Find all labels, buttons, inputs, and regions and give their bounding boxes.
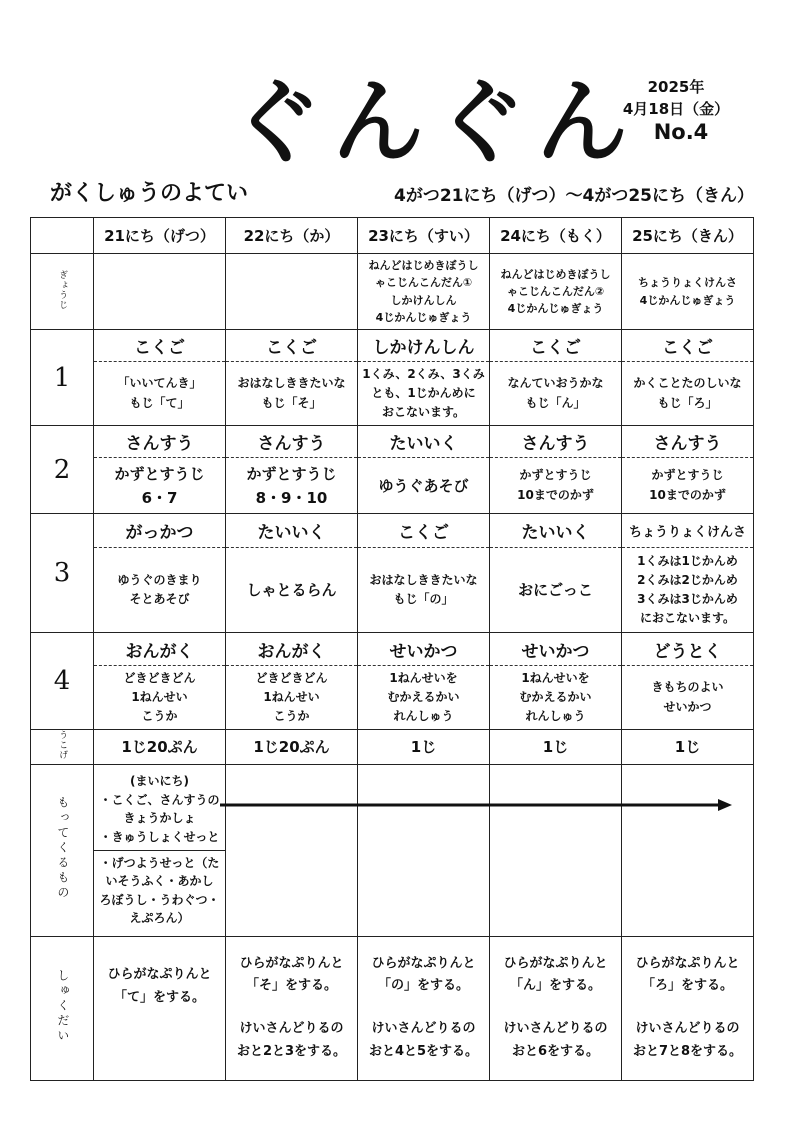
event-line: 4じかんじゅぎょう <box>639 293 736 307</box>
event-line: ねんどはじめきぼうし <box>368 259 479 273</box>
homework-cell <box>226 936 358 1080</box>
dismissal-row-label <box>31 730 94 765</box>
homework-cell <box>622 936 754 1080</box>
subject-cell: さんすう <box>490 426 622 458</box>
issue-year: 2025年 <box>647 78 705 96</box>
lesson-detail-line: ゆうぐのきまり <box>117 572 202 587</box>
row-label-text: もってくるもの <box>55 795 70 901</box>
homework-row-label <box>31 936 94 1080</box>
homework-line: 「ん」をする。 <box>509 978 601 994</box>
date-range: 4がつ21にち（げつ）～4がつ25にち（きん） <box>394 186 754 206</box>
dismissal-time: 1じ20ぷん <box>94 730 226 765</box>
lesson-detail-line: 8・9・10 <box>255 488 328 507</box>
lesson-detail-line: れんしゅう <box>525 709 586 724</box>
issue-date: 4月18日（金） <box>622 100 730 118</box>
homework-line: ひらがなぷりんと <box>239 955 344 971</box>
lesson-detail-line: 2くみは2じかんめ <box>637 572 738 587</box>
lesson-detail <box>622 548 754 633</box>
lesson-detail-line: 1くみは1じかんめ <box>637 553 738 568</box>
homework-line: おと7と8をする。 <box>632 1043 743 1059</box>
subject-cell: たいいく <box>226 514 358 548</box>
subject-cell: せいかつ <box>358 633 490 666</box>
belongings-line: (まいにち) <box>130 774 189 789</box>
belongings-line: きょうかしょ <box>123 811 196 826</box>
lesson-detail-line: せいかつ <box>663 699 712 714</box>
event-line: ゃこじんこんだん② <box>506 284 605 298</box>
belongings-line: えぷろん） <box>129 911 190 926</box>
subject-cell: こくご <box>622 330 754 362</box>
lesson-detail-line: おはなしききたいな <box>237 376 346 391</box>
lesson-detail-line: 1ねんせい <box>263 689 320 704</box>
subject-cell: こくご <box>226 330 358 362</box>
subject-cell: しかけんしん <box>358 330 490 362</box>
day-header: 25にち（きん） <box>622 218 754 254</box>
lesson-detail <box>490 666 622 730</box>
homework-line: 「の」をする。 <box>377 978 469 994</box>
homework-line: ひらがなぷりんと <box>107 967 212 983</box>
lesson-detail-line: こうか <box>141 709 178 724</box>
lesson-detail-line: きもちのよい <box>651 680 724 695</box>
homework-line: ひらがなぷりんと <box>371 955 476 971</box>
belongings-empty-cell <box>622 764 754 936</box>
dismissal-time: 1じ <box>358 730 490 765</box>
belongings-cell <box>94 764 226 936</box>
lesson-detail-line: ゆうぐあそび <box>378 476 469 495</box>
homework-line: けいさんどりるの <box>239 1021 344 1037</box>
subject-cell: さんすう <box>622 426 754 458</box>
lesson-detail-line: もじ「の」 <box>393 592 454 606</box>
subject-cell: こくご <box>94 330 226 362</box>
dismissal-time: 1じ <box>490 730 622 765</box>
homework-line: けいさんどりるの <box>503 1021 608 1037</box>
lesson-detail-line: かくことたのしいな <box>633 376 742 391</box>
lesson-detail-line: れんしゅう <box>393 709 454 724</box>
lesson-detail-line: しゃとるらん <box>246 581 337 599</box>
lesson-detail-line: もじ「そ」 <box>261 395 322 410</box>
lesson-detail-line: どきどきどん <box>255 670 328 685</box>
day-header: 21にち（げつ） <box>94 218 226 254</box>
lesson-detail-line: かずとすうじ <box>651 468 724 483</box>
subject-cell: たいいく <box>490 514 622 548</box>
lesson-detail-line: おこないます。 <box>381 405 466 420</box>
lesson-detail <box>94 458 226 514</box>
belongings-row-label <box>31 764 94 936</box>
subject-cell: たいいく <box>358 426 490 458</box>
homework-cell <box>490 936 622 1080</box>
lesson-detail-line: かずとすうじ <box>519 468 592 483</box>
subject-cell: こくご <box>358 514 490 548</box>
subject-cell: おんがく <box>226 633 358 666</box>
lesson-detail-line: 「いいてんき」 <box>117 376 202 391</box>
event-line: ちょうりょくけんさ <box>638 276 737 290</box>
lesson-detail <box>94 362 226 426</box>
lesson-detail <box>622 362 754 426</box>
subject-cell: さんすう <box>226 426 358 458</box>
subject-cell: おんがく <box>94 633 226 666</box>
homework-gap <box>226 998 357 1018</box>
homework-line: 「そ」をする。 <box>245 978 337 994</box>
homework-line: けいさんどりるの <box>635 1021 740 1037</box>
lesson-detail <box>94 548 226 633</box>
lesson-detail-line: むかえるかい <box>519 689 592 704</box>
dismissal-time: 1じ20ぷん <box>226 730 358 765</box>
lesson-detail-line: 10までのかず <box>649 487 726 502</box>
event-cell <box>226 254 358 330</box>
lesson-detail <box>94 666 226 730</box>
belongings-divider <box>94 850 226 851</box>
lesson-detail-line: おにごっこ <box>518 581 593 599</box>
lesson-detail <box>622 666 754 730</box>
lesson-detail <box>358 458 490 514</box>
lesson-detail-line: もじ「ろ」 <box>657 395 718 410</box>
belongings-line: ろぼうし・うわぐつ・ <box>99 892 220 907</box>
lesson-detail <box>226 362 358 426</box>
belongings-line: ・げつようせっと（た <box>99 855 220 870</box>
lesson-detail <box>490 362 622 426</box>
period-number: 1 <box>31 330 94 426</box>
period-number: 4 <box>31 633 94 730</box>
lesson-detail-line: 6・7 <box>141 488 178 507</box>
dismissal-time: 1じ <box>622 730 754 765</box>
lesson-detail <box>358 548 490 633</box>
belongings-line: いそうふく・あかし <box>105 874 214 889</box>
belongings-line: ・きゅうしょくせっと <box>99 830 220 845</box>
lesson-detail-line: かずとすうじ <box>246 464 337 483</box>
day-header: 24にち（もく） <box>490 218 622 254</box>
belongings-empty-cell <box>226 764 358 936</box>
subject-cell: こくご <box>490 330 622 362</box>
homework-line: 「て」をする。 <box>113 989 205 1005</box>
homework-cell <box>94 936 226 1080</box>
homework-line: ひらがなぷりんと <box>503 955 608 971</box>
period-number: 2 <box>31 426 94 514</box>
events-row-label <box>31 254 94 330</box>
lesson-detail <box>622 458 754 514</box>
event-line: ゃこじんこんだん① <box>374 276 473 290</box>
event-line: ねんどはじめきぼうし <box>500 267 611 281</box>
subject-cell: ちょうりょくけんさ <box>622 514 754 548</box>
homework-gap <box>622 998 753 1018</box>
lesson-detail-line: おはなしききたいな <box>369 572 478 587</box>
lesson-detail <box>358 666 490 730</box>
event-cell <box>358 254 490 330</box>
lesson-detail-line: 10までのかず <box>517 487 594 502</box>
lesson-detail-line: なんていおうかな <box>507 376 604 391</box>
homework-line: おと6をする。 <box>511 1043 600 1059</box>
lesson-detail <box>490 458 622 514</box>
row-label-text: うこげ <box>57 730 68 760</box>
homework-cell <box>358 936 490 1080</box>
event-cell <box>490 254 622 330</box>
homework-line: おと4と5をする。 <box>368 1043 479 1059</box>
newsletter-title: ぐんぐん <box>230 69 639 176</box>
lesson-detail <box>358 362 490 426</box>
belongings-line: ・こくご、さんすうの <box>99 792 220 807</box>
continues-arrow-icon <box>220 797 732 813</box>
event-line: 4じかんじゅぎょう <box>375 310 472 324</box>
event-line: しかけんしん <box>390 293 457 307</box>
homework-gap <box>490 998 621 1018</box>
homework-line: ひらがなぷりんと <box>635 955 740 971</box>
lesson-detail-line: かずとすうじ <box>114 464 205 483</box>
lesson-detail-line: そとあそび <box>129 592 190 606</box>
lesson-detail-line: もじ「ん」 <box>525 395 586 410</box>
day-header: 23にち（すい） <box>358 218 490 254</box>
subject-cell: さんすう <box>94 426 226 458</box>
lesson-detail-line: 3くみは3じかんめ <box>637 592 738 606</box>
corner-cell <box>31 218 94 254</box>
belongings-empty-cell <box>490 764 622 936</box>
subject-cell: せいかつ <box>490 633 622 666</box>
section-title: がくしゅうのよてい <box>50 181 249 206</box>
homework-line: おと2と3をする。 <box>236 1043 347 1059</box>
homework-gap <box>94 1010 225 1030</box>
weekly-schedule-table <box>30 217 754 1081</box>
period-number: 3 <box>31 514 94 633</box>
day-header: 22にち（か） <box>226 218 358 254</box>
subject-cell: がっかつ <box>94 514 226 548</box>
homework-line: けいさんどりるの <box>371 1021 476 1037</box>
lesson-detail-line: こうか <box>273 709 310 724</box>
row-label-text: しゅくだい <box>55 968 70 1044</box>
lesson-detail-line: 1ねんせい <box>131 689 188 704</box>
lesson-detail-line: 1ねんせいを <box>389 670 458 685</box>
event-cell <box>94 254 226 330</box>
lesson-detail <box>226 458 358 514</box>
issue-number: No.4 <box>653 120 709 144</box>
homework-gap <box>358 998 489 1018</box>
homework-line: 「ろ」をする。 <box>641 978 733 994</box>
event-line: 4じかんじゅぎょう <box>507 302 604 316</box>
lesson-detail-line: 1くみ、2くみ、3くみ <box>362 366 485 381</box>
lesson-detail-line: 1ねんせいを <box>521 670 590 685</box>
belongings-empty-cell <box>358 764 490 936</box>
subject-cell: どうとく <box>622 633 754 666</box>
lesson-detail-line: どきどきどん <box>123 670 196 685</box>
lesson-detail-line: もじ「て」 <box>129 395 190 410</box>
lesson-detail-line: むかえるかい <box>387 689 460 704</box>
lesson-detail <box>226 548 358 633</box>
lesson-detail-line: とも、1じかんめに <box>371 385 476 400</box>
event-cell <box>622 254 754 330</box>
row-label-text: ぎょうじ <box>57 269 68 310</box>
lesson-detail <box>490 548 622 633</box>
lesson-detail <box>226 666 358 730</box>
lesson-detail-line: におこないます。 <box>639 611 736 626</box>
